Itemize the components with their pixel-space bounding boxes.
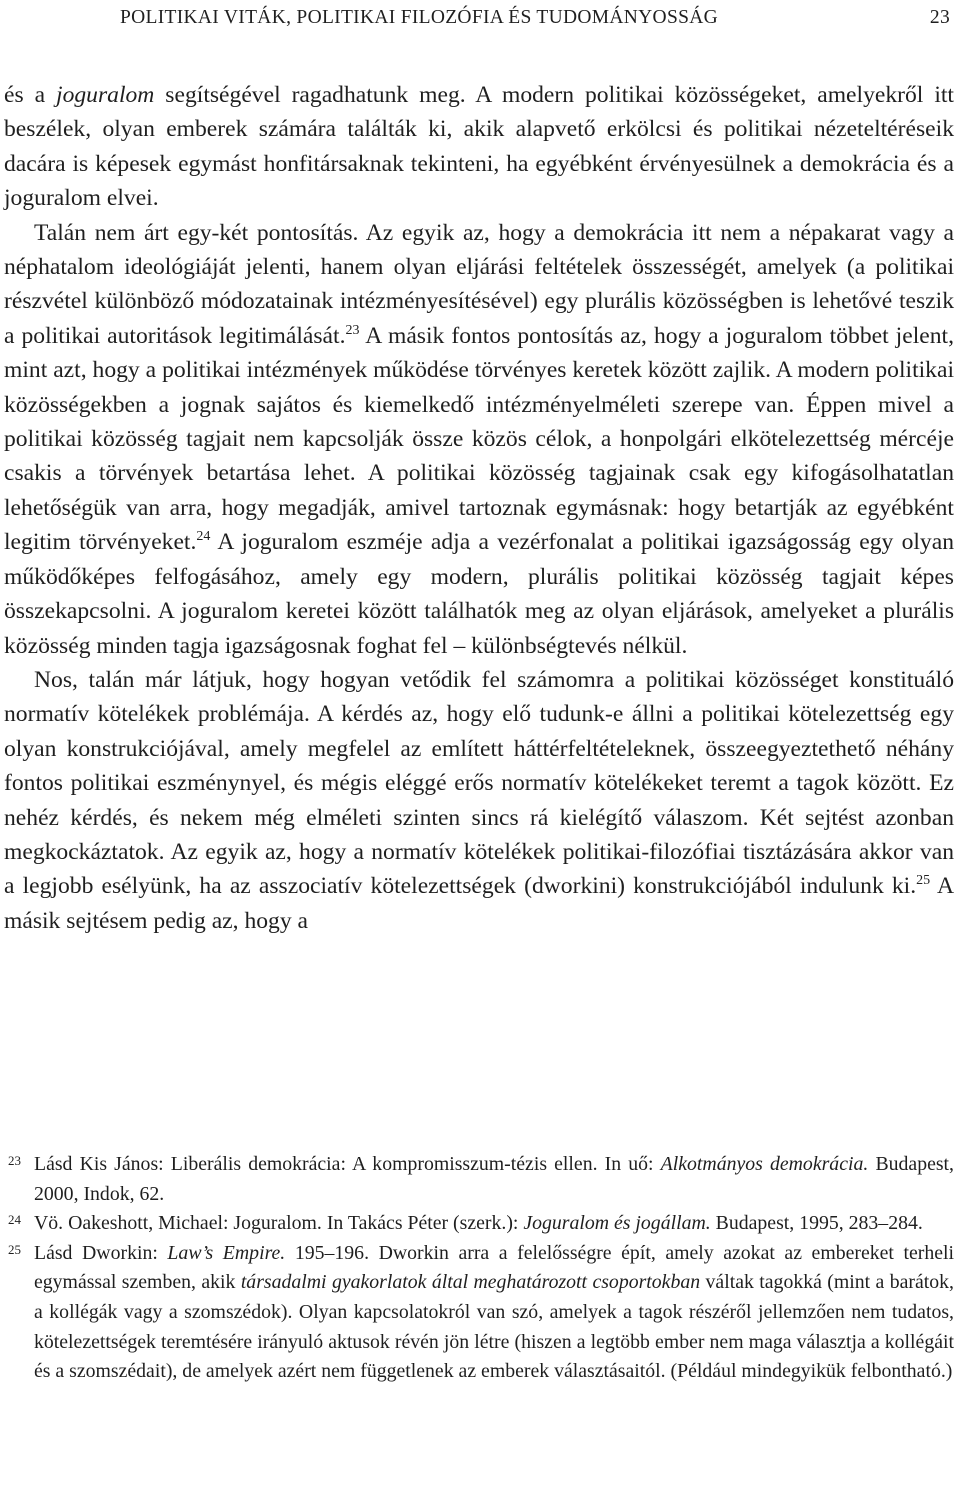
text-span: Lásd Dworkin: [34,1241,168,1264]
text-span: Budapest, 1995, 283–284. [710,1212,923,1235]
text-span: Nos, talán már látjuk, hogy hogyan vetődik fel számomra a politikai közösséget konstituáló normatív kötelékek problémája. A kérdés az, hogy elő tudunk-e állni a politikai kötelezettség egy olyan konstrukciójával, amely megfelel az említett háttérfeltételeknek, összeegyeztethető néhány fontos politikai eszménynyel, és mégis eléggé erős normatív kötelékeket teremt a tagok között. Ez nehéz kérdés, és nekem még elméleti szinten sincs rá kielégítő válaszom. Két sejtést azonban megkockáztatok. Az egyik az, hogy a normatív kötelékek politikai-filozófiai tisztázására akkor van a legjobb esélyünk, ha az asszociatív kötelezettségek (dworkini) konstrukciójából indulunk ki. [4,666,954,900]
paragraph-2 [4,216,954,663]
italic-title: Joguralom és jogállam. [523,1212,711,1235]
footnote-24 [4,1209,954,1239]
text-span: Vö. Oakeshott, Michael: Joguralom. In Takács Péter (szerk.): [34,1212,524,1235]
text-span: és a [4,82,57,108]
running-header [4,2,954,36]
text-span: segítségével ragadhatunk meg. A modern politikai közösségeket, amelyekről itt beszélek, olyan emberek számára találták ki, akik alapvető erkölcsi és politikai nézeteltéréseik dacára is képesek egymást honfitársaknak tekinteni, ha egyébként érvényesülnek a demokrácia és a joguralom elvei. [4,82,954,212]
page-number: 23 [929,7,950,28]
italic-title: Alkotmányos demokrácia. [660,1153,869,1175]
footnote-ref[interactable]: 23 [345,322,360,338]
running-title: POLITIKAI VITÁK, POLITIKAI FILOZÓFIA ÉS TUDOMÁNYOSSÁG [120,7,718,28]
text-span: váltak tagokká (mint a barátok, a kollégák vagy a szomszédok). Olyan kapcsolatokról van szó, amelyek a tagok részéről jellemzően nem tudatos, kötelezettségek teremtésére irányuló aktusok révén jön létre (hiszen a legtöbb ember nem maga választja a kollégáit és a szomszédait), de amelyek azért nem függetlenek az emberek választásaitól. (Például mindegyikük felbontható.) [34,1271,954,1383]
text-span: Lásd Kis János: Liberális demokrácia: A kompromisszum-tézis ellen. In uő: [34,1153,661,1175]
text-span: A joguralom eszméje adja a vezérfonalat a politikai igazságosság egy olyan működőképes felfogásához, amely egy modern, plurális politikai közösség tagjait képes összekapcsolni. A joguralom keretei között találhatók meg az olyan eljárások, amelyeket a plurális közösség minden tagja igazságosnak foghat fel – különbségtevés nélkül. [4,529,954,659]
text-span: A másik fontos pontosítás az, hogy a joguralom többet jelent, mint azt, hogy a politikai intézmények működése törvényes keretek között zajlik. A modern politikai közösségekben a jognak sajátos és kiemelkedő intézményelméleti szerepe van. Éppen mivel a politikai közösség tagjait nem kapcsolják össze közös célok, a honpolgári elkötelezettség mércéje csakis a törvények betartása lehet. A politikai közösség tagjainak csak egy kifogásolhatatlan lehetőségük van arra, hogy megadják, amivel tartoznak egymásnak: hogy betartják az egyébként legitim törvényeket. [4,322,954,556]
footnote-ref[interactable]: 25 [916,873,931,889]
text-span: Talán nem árt egy-két pontosítás. Az egyik az, hogy a demokrácia itt nem a népakarat vagy a néphatalom ideológiáját jelenti, hanem olyan eljárási feltételek összességét, amelyek (a politikai részvétel különböző módozatainak intézményesítésével) egy plurális közösségben is lehetővé teszik a politikai autoritások legitimálását. [4,219,954,349]
italic-term: joguralom [56,82,155,108]
footnote-number: 23 [8,1153,21,1168]
footnote-25 [4,1239,954,1387]
footnotes [4,1150,954,1387]
text-span: A másik sejtésem pedig az, hogy a [4,873,954,934]
main-text [4,78,954,938]
italic-phrase: társadalmi gyakorlatok által meghatározott csoportokban [240,1271,701,1294]
footnote-number: 24 [8,1212,21,1228]
footnote-23 [4,1150,954,1209]
text-span: 195–196. Dworkin arra a felelősségre épít, amely azokat az embereket terheli egymással szemben, akik [34,1241,954,1294]
italic-title: Law’s Empire. [167,1241,286,1264]
paragraph-1 [4,78,954,216]
footnote-ref[interactable]: 24 [196,529,211,545]
footnote-number: 25 [8,1241,21,1257]
paragraph-3 [4,663,954,938]
text-span: Budapest, 2000, Indok, 62. [34,1153,955,1205]
